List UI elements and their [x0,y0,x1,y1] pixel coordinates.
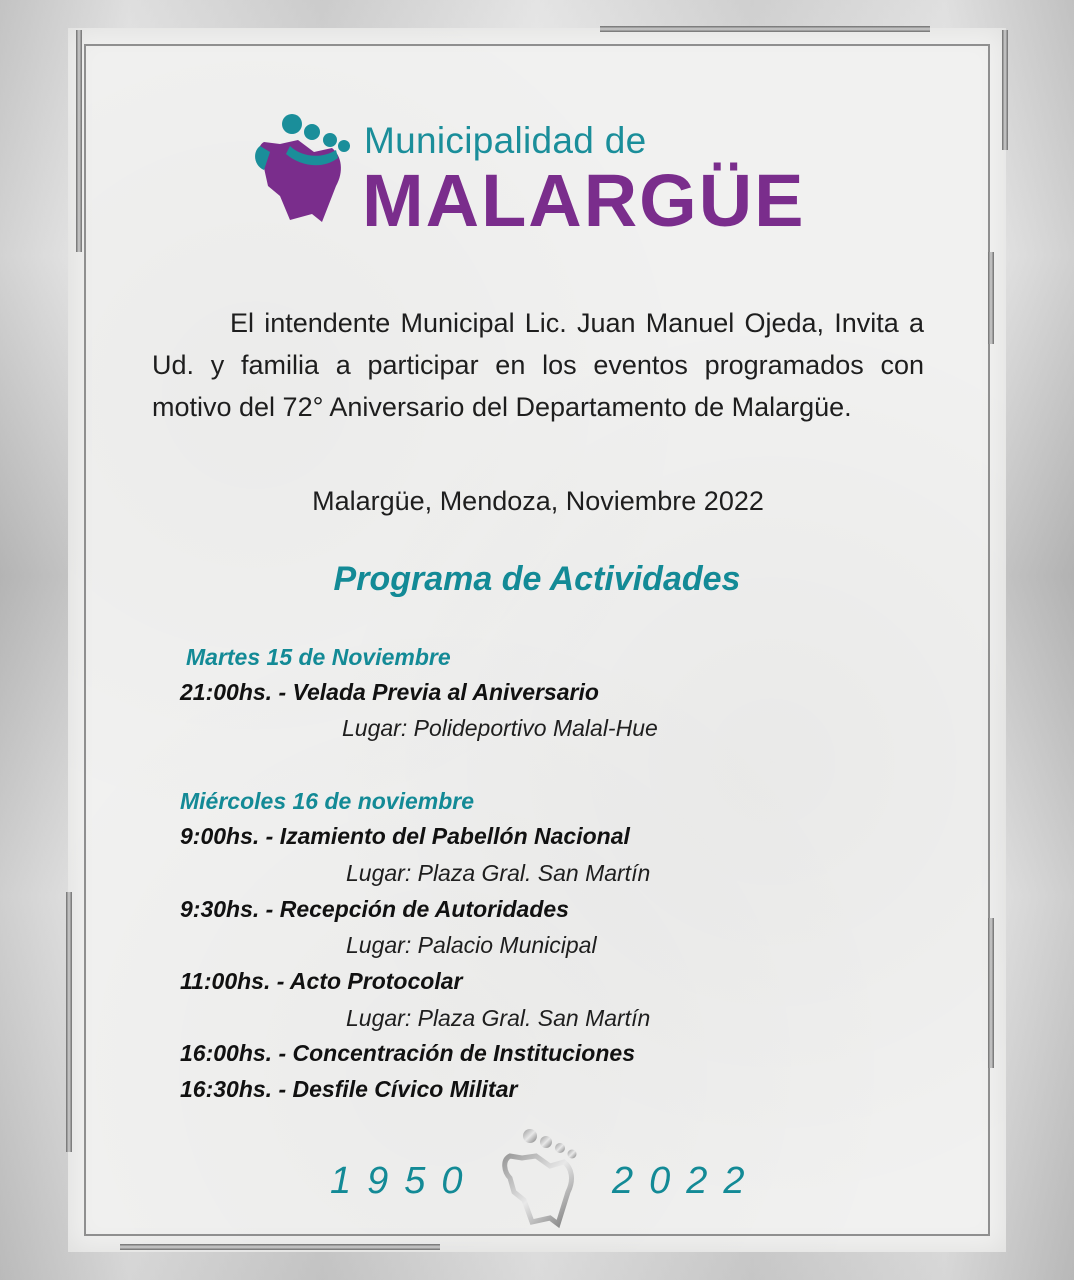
event-item: 9:00hs. - Izamiento del Pabellón Nacional [180,823,630,849]
municipal-logo [250,112,840,240]
frame-bar [988,918,994,1068]
program-title: Programa de Actividades [333,560,741,598]
frame-bar [600,26,930,32]
event-location: Lugar: Plaza Gral. San Martín [346,1005,651,1031]
event-item: 16:30hs. - Desfile Cívico Militar [180,1076,518,1102]
logo-title-line1: Municipalidad de [364,120,647,161]
day-title: Martes 15 de Noviembre [186,644,451,670]
event-location: Lugar: Plaza Gral. San Martín [346,860,651,886]
intro-paragraph: El intendente Municipal Lic. Juan Manuel Ojeda, Invita a Ud. y familia a participar en los eventos programados con motivo del 72° Aniversario del Departamento de Malargüe. [152,308,924,422]
frame-bar [988,252,994,344]
year-end: 2022 [612,1160,761,1202]
municipal-logo-icon [250,112,350,240]
event-location: Lugar: Palacio Municipal [346,932,597,958]
place-date: Malargüe, Mendoza, Noviembre 2022 [312,486,764,516]
day-title: Miércoles 16 de noviembre [180,788,475,814]
frame-bar [66,892,72,1152]
silver-seal-icon [496,1126,582,1230]
event-item: 21:00hs. - Velada Previa al Aniversario [180,679,599,705]
event-item: 11:00hs. - Acto Protocolar [180,968,463,994]
frame-bar [1002,30,1008,150]
event-item: 9:30hs. - Recepción de Autoridades [180,896,569,922]
frame-bar [120,1244,440,1250]
frame-bar [76,30,82,252]
logo-title-line2: MALARGÜE [362,159,806,242]
event-item: 16:00hs. - Concentración de Instituciones [180,1040,635,1066]
year-start: 1950 [330,1160,479,1202]
event-location: Lugar: Polideportivo Malal-Hue [342,715,658,741]
